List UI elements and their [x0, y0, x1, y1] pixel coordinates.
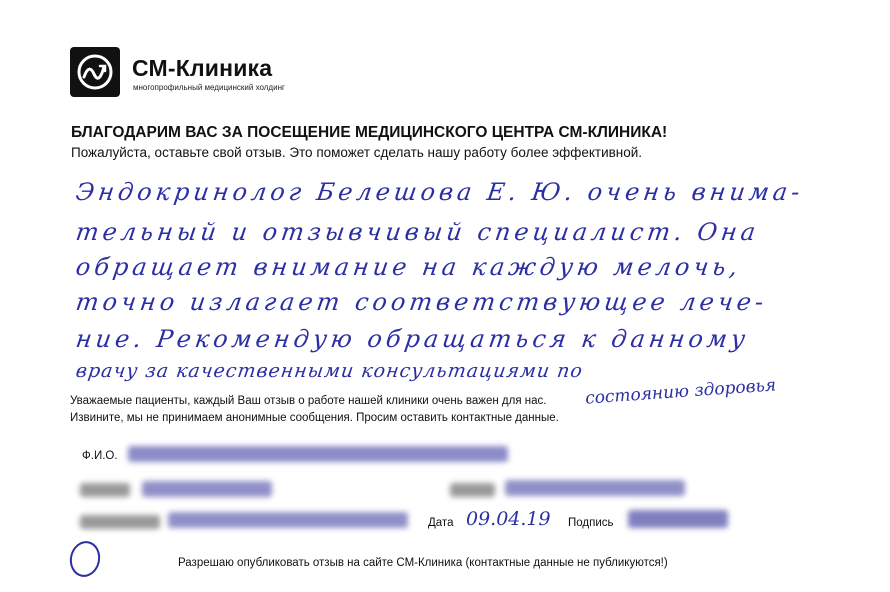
extra-contact-redacted [505, 480, 685, 496]
notice-line-2: Извините, мы не принимаем анонимные сообщения. Просим оставить контактные данные. [70, 412, 559, 424]
contact-label-2-redacted [450, 483, 495, 497]
signature-redacted [628, 510, 728, 528]
review-line-2: тельный и отзывчивый специалист. Она [74, 218, 762, 246]
review-line-5: ние. Рекомендую обращаться к данному [74, 325, 751, 353]
consent-text: Разрешаю опубликовать отзыв на сайте СМ-Клиника (контактные данные не публикуются!) [178, 557, 668, 569]
review-line-1: Эндокринолог Белешова Е. Ю. очень внима- [74, 178, 806, 206]
brand-logo [70, 47, 120, 97]
date-label: Дата [428, 517, 454, 529]
email-label-redacted [80, 515, 160, 529]
logo-mark-icon [70, 47, 120, 97]
signature-label: Подпись [568, 517, 614, 529]
notice-line-1: Уважаемые пациенты, каждый Ваш отзыв о работе нашей клиники очень важен для нас. [70, 395, 547, 407]
brand-tagline: многопрофильный медицинский холдинг [133, 83, 285, 92]
phone-redacted [142, 481, 272, 497]
date-value: 09.04.19 [466, 508, 551, 530]
fio-label: Ф.И.О. [82, 450, 118, 462]
review-line-4: точно излагает соответствующее лече- [74, 288, 770, 316]
page-title: БЛАГОДАРИМ ВАС ЗА ПОСЕЩЕНИЕ МЕДИЦИНСКОГО ЦЕНТРА СМ-КЛИНИКА! [71, 124, 668, 141]
review-continuation: состоянию здоровья [584, 375, 777, 409]
fio-redacted [128, 446, 508, 462]
page-subtitle: Пожалуйста, оставьте свой отзыв. Это поможет сделать нашу работу более эффективной. [71, 145, 643, 160]
brand-name: СМ-Клиника [132, 55, 273, 81]
consent-checkbox[interactable] [67, 538, 104, 579]
email-redacted [168, 512, 408, 528]
contact-label-redacted [80, 483, 130, 497]
review-line-6: врачу за качественными консультациями по [74, 360, 585, 382]
review-line-3: обращает внимание на каждую мелочь, [74, 253, 744, 281]
